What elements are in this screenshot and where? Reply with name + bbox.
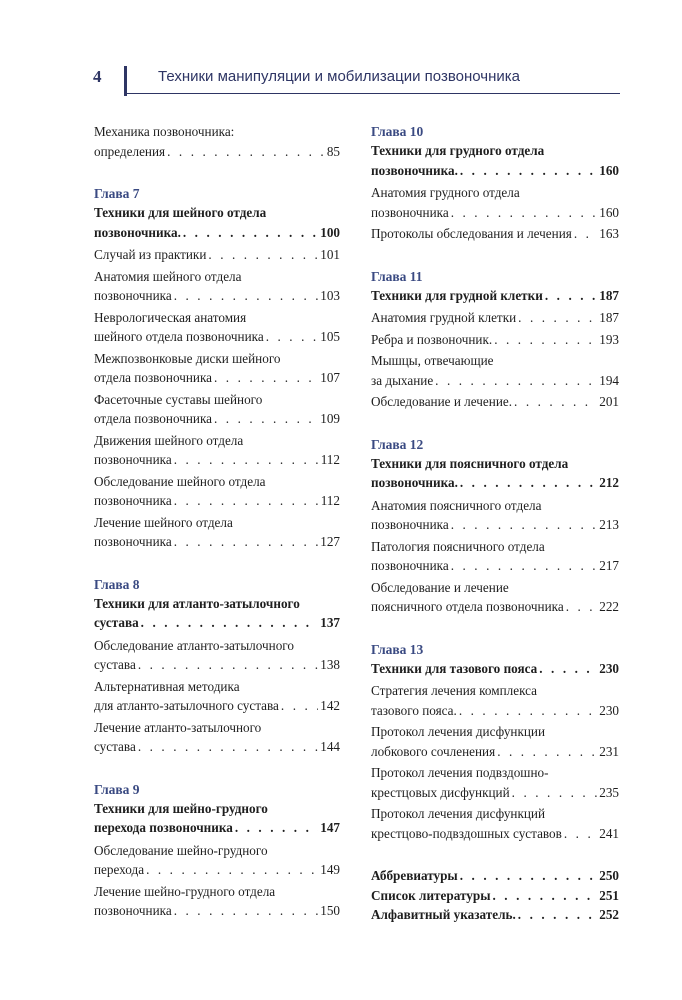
toc-left-column: [94, 122, 340, 944]
dot-leader: [451, 203, 598, 223]
entry-last-line: [94, 368, 340, 388]
entry-text: позвоночника: [94, 903, 172, 918]
header-accent-bar: [124, 66, 127, 96]
entry-last-line: [94, 450, 340, 470]
entry-text: Случай из практики: [94, 247, 207, 262]
page-ref: 235: [599, 784, 619, 800]
entry-last-line: [94, 327, 340, 347]
page-ref: 222: [599, 599, 619, 614]
entry-text: позвоночника.: [94, 224, 181, 240]
entry-text-line: Протокол лечения дисфункций: [371, 806, 546, 821]
entry-last-line: [94, 245, 340, 265]
entry-text: сустава: [94, 657, 136, 672]
page-ref: 138: [320, 657, 340, 672]
chapter-section: [371, 640, 619, 844]
toc-entry[interactable]: [371, 330, 619, 350]
toc-entry[interactable]: [94, 122, 340, 161]
entry-text: Техники для тазового пояса: [371, 660, 538, 676]
entry-text: позвоночника: [94, 534, 172, 549]
page-ref: 251: [599, 887, 619, 903]
entry-last-line: [94, 223, 340, 243]
backmatter-entry[interactable]: [371, 886, 619, 906]
chapter-section: [371, 435, 619, 617]
entry-text-line: Межпозвонковые диски шейного: [94, 350, 281, 366]
dot-leader: [214, 368, 318, 388]
entry-text: Аббревиатуры: [371, 868, 458, 883]
entry-text-line: Обследование и лечение: [371, 579, 509, 595]
entry-last-line: [94, 286, 340, 306]
entry-text: позвоночника: [94, 288, 172, 303]
toc-entry[interactable]: [371, 537, 619, 576]
entry-text: Протоколы обследования и лечения: [371, 226, 572, 241]
chapter-title-entry[interactable]: [371, 141, 619, 180]
entry-last-line: [94, 491, 340, 511]
dot-leader: [518, 905, 597, 925]
dot-leader: [208, 245, 318, 265]
page-ref: 100: [320, 224, 340, 240]
entry-last-line: [371, 556, 619, 576]
toc-entry[interactable]: [94, 390, 340, 429]
page-ref: 147: [320, 820, 340, 835]
page-ref: 112: [320, 452, 340, 467]
entry-text: отдела позвоночника: [94, 411, 213, 426]
toc-entry[interactable]: [371, 351, 619, 390]
page-ref: 230: [599, 702, 619, 718]
entry-text-line: Патология поясничного отдела: [371, 538, 545, 554]
entry-last-line: [371, 783, 619, 803]
entry-text: позвоночника: [371, 517, 449, 532]
entry-text: крестцовых дисфункций: [371, 784, 510, 800]
toc-entry[interactable]: [94, 677, 340, 716]
entry-text-line: Фасеточные суставы шейного: [94, 391, 263, 407]
entry-text: тазового пояса.: [371, 702, 457, 718]
entry-text: позвоночника: [371, 558, 449, 573]
toc-entry[interactable]: [371, 224, 619, 244]
toc-entry[interactable]: [94, 431, 340, 470]
page-ref: 137: [320, 615, 340, 630]
chapter-label: Глава 13: [371, 641, 424, 657]
lead-section: [94, 122, 340, 161]
chapter-label: Глава 9: [94, 781, 140, 797]
entry-text-line: Техники для шейного отдела: [94, 205, 267, 220]
entry-last-line: [94, 818, 340, 838]
entry-last-line: [94, 901, 340, 921]
toc-entry[interactable]: [94, 718, 340, 757]
entry-last-line: [94, 737, 340, 757]
entry-text: отдела позвоночника: [94, 370, 213, 385]
entry-text-line: Техники для грудного отдела: [371, 143, 545, 158]
chapter-title-entry[interactable]: [371, 659, 619, 679]
entry-last-line: [371, 286, 619, 306]
entry-text: за дыхание: [371, 372, 434, 388]
page-ref: 201: [599, 394, 619, 409]
dot-leader: [281, 696, 318, 716]
entry-text: Алфавитный указатель.: [371, 907, 516, 922]
chapter-label: Глава 10: [371, 124, 424, 139]
entry-text: позвоночника: [371, 204, 449, 220]
dot-leader: [174, 286, 319, 306]
entry-text-line: Лечение атланто-затылочного: [94, 719, 262, 735]
toc-entry[interactable]: [371, 578, 619, 617]
backmatter-entry[interactable]: [371, 866, 619, 886]
dot-leader: [460, 473, 597, 493]
toc-entry[interactable]: [94, 882, 340, 921]
chapter-title-entry[interactable]: [371, 286, 619, 306]
entry-last-line: [371, 330, 619, 350]
dot-leader: [174, 532, 319, 552]
page-ref: 112: [320, 493, 340, 508]
entry-text-line: Неврологическая анатомия: [94, 309, 247, 325]
page-ref: 142: [320, 698, 340, 713]
entry-last-line: [371, 308, 619, 328]
toc-entry[interactable]: [94, 841, 340, 880]
entry-last-line: [94, 532, 340, 552]
entry-text-line: Техники для шейно-грудного: [94, 800, 268, 816]
entry-last-line: [371, 371, 619, 391]
entry-last-line: [371, 597, 619, 617]
entry-text: сустава: [94, 739, 136, 754]
entry-text-line: Мышцы, отвечающие: [371, 353, 494, 368]
entry-text: сустава: [94, 615, 139, 630]
chapter-title-entry[interactable]: [94, 203, 340, 242]
dot-leader: [514, 392, 597, 412]
page-ref: 187: [599, 287, 619, 303]
toc-entry[interactable]: [371, 183, 619, 222]
page-ref: 101: [320, 247, 340, 262]
toc-entry[interactable]: [371, 496, 619, 535]
entry-text-line: Обследование шейного отдела: [94, 473, 266, 489]
dot-leader: [460, 161, 597, 181]
dot-leader: [494, 330, 597, 350]
toc-entry[interactable]: [94, 636, 340, 675]
chapter-label: Глава 11: [371, 268, 423, 284]
page-ref: 217: [599, 558, 619, 573]
dot-leader: [512, 783, 598, 803]
entry-text: шейного отдела позвоночника: [94, 329, 264, 344]
entry-text: позвоночника.: [371, 475, 458, 490]
entry-text: позвоночника: [94, 452, 172, 467]
entry-last-line: [371, 824, 619, 844]
page-ref: 187: [599, 310, 619, 325]
backmatter-entry[interactable]: [371, 905, 619, 925]
toc-entry[interactable]: [94, 245, 340, 265]
entry-last-line: [371, 161, 619, 181]
entry-text: перехода: [94, 862, 145, 877]
entry-text-line: Альтернативная методика: [94, 678, 240, 694]
page-ref: 160: [599, 162, 619, 178]
entry-text: позвоночника.: [371, 162, 458, 178]
chapter-label: Глава 8: [94, 576, 140, 592]
entry-text: позвоночника: [94, 493, 172, 508]
dot-leader: [138, 737, 318, 757]
chapter-title-entry[interactable]: [94, 594, 340, 633]
dot-leader: [518, 308, 597, 328]
dot-leader: [460, 866, 597, 886]
toc-entry[interactable]: [94, 513, 340, 552]
dot-leader: [174, 450, 319, 470]
chapter-title-entry[interactable]: [371, 454, 619, 493]
toc-entry[interactable]: [371, 763, 619, 802]
dot-leader: [459, 701, 597, 721]
dot-leader: [146, 860, 318, 880]
page-ref: 144: [320, 739, 340, 754]
entry-last-line: [94, 142, 340, 162]
dot-leader: [214, 409, 318, 429]
page-ref: 109: [320, 411, 340, 426]
dot-leader: [566, 597, 598, 617]
entry-text-line: Лечение шейного отдела: [94, 514, 233, 530]
entry-last-line: [371, 742, 619, 762]
toc-entry[interactable]: [94, 267, 340, 306]
entry-last-line: [94, 860, 340, 880]
dot-leader: [497, 742, 597, 762]
entry-last-line: [94, 613, 340, 633]
toc-entry[interactable]: [371, 804, 619, 843]
entry-text-line: Анатомия поясничного отдела: [371, 497, 542, 513]
toc-entry[interactable]: [94, 472, 340, 511]
page-ref: 241: [599, 825, 619, 841]
backmatter-section: [371, 866, 619, 925]
chapter-title-entry[interactable]: [94, 799, 340, 838]
chapter-label: Глава 12: [371, 436, 424, 452]
entry-last-line: [371, 203, 619, 223]
page-ref: 150: [320, 903, 340, 918]
entry-text: для атланто-затылочного сустава: [94, 698, 279, 713]
entry-text-line: Анатомия шейного отдела: [94, 268, 242, 284]
dot-leader: [545, 286, 597, 306]
page-ref: 213: [599, 517, 619, 532]
page-ref: 127: [320, 534, 340, 549]
page-ref: 163: [599, 226, 619, 241]
page-ref: 107: [320, 370, 340, 385]
entry-text-line: Обследование атланто-затылочного: [94, 637, 294, 653]
dot-leader: [235, 818, 318, 838]
dot-leader: [493, 886, 598, 906]
chapter-section: [94, 184, 340, 552]
header-rule: [124, 93, 620, 94]
page-ref: 250: [599, 868, 619, 883]
page-ref: 103: [320, 288, 340, 303]
page-ref: 160: [599, 204, 619, 220]
entry-last-line: [371, 473, 619, 493]
entry-text: поясничного отдела позвоночника: [371, 599, 564, 614]
entry-last-line: [94, 409, 340, 429]
entry-last-line: [371, 866, 619, 886]
entry-last-line: [371, 701, 619, 721]
toc-entry[interactable]: [371, 392, 619, 412]
toc-entry[interactable]: [371, 722, 619, 761]
entry-text-line: Техники для атланто-затылочного: [94, 595, 300, 611]
page-ref: 230: [599, 660, 619, 676]
toc-entry[interactable]: [94, 349, 340, 388]
page-ref: 105: [320, 329, 340, 344]
page-number: 4: [93, 67, 102, 86]
chapter-section: [371, 122, 619, 244]
page-ref: 212: [599, 475, 619, 490]
dot-leader: [539, 659, 597, 679]
page-ref: 85: [326, 143, 340, 159]
toc-entry[interactable]: [371, 308, 619, 328]
chapter-section: [94, 780, 340, 921]
dot-leader: [451, 556, 598, 576]
dot-leader: [435, 371, 597, 391]
entry-text: Обследование и лечение.: [371, 394, 513, 409]
entry-text: лобкового сочленения: [371, 743, 496, 759]
dot-leader: [141, 613, 319, 633]
entry-text-line: Анатомия грудного отдела: [371, 185, 520, 200]
entry-text-line: Движения шейного отдела: [94, 432, 244, 448]
entry-text: крестцово-подвздошных суставов: [371, 825, 562, 841]
page-ref: 231: [599, 743, 619, 759]
page-header: [0, 0, 682, 100]
entry-last-line: [94, 655, 340, 675]
dot-leader: [183, 223, 318, 243]
dot-leader: [138, 655, 318, 675]
entry-last-line: [371, 515, 619, 535]
entry-text-line: Техники для поясничного отдела: [371, 455, 569, 471]
chapter-section: [371, 267, 619, 412]
entry-text: перехода позвоночника: [94, 820, 233, 835]
entry-last-line: [371, 886, 619, 906]
entry-last-line: [371, 392, 619, 412]
page-ref: 194: [599, 372, 619, 388]
entry-text: определения: [94, 143, 166, 159]
toc-right-column: [371, 122, 619, 925]
dot-leader: [174, 901, 319, 921]
entry-text-line: Протокол лечения дисфункции: [371, 724, 546, 739]
dot-leader: [266, 327, 319, 347]
dot-leader: [451, 515, 598, 535]
entry-text: Список литературы: [371, 887, 491, 903]
dot-leader: [167, 142, 325, 162]
page-ref: 149: [320, 862, 340, 877]
entry-text-line: Обследование шейно-грудного: [94, 842, 268, 858]
entry-last-line: [371, 905, 619, 925]
entry-text-line: Протокол лечения подвздошно-: [371, 765, 549, 780]
dot-leader: [564, 824, 597, 844]
running-title: Техники манипуляции и мобилизации позвоночника: [158, 68, 520, 85]
entry-text-line: Лечение шейно-грудного отдела: [94, 883, 276, 899]
entry-text: Техники для грудной клетки: [371, 287, 543, 303]
dot-leader: [174, 491, 319, 511]
toc-entry[interactable]: [371, 681, 619, 720]
toc-entry[interactable]: [94, 308, 340, 347]
entry-last-line: [371, 224, 619, 244]
dot-leader: [574, 224, 597, 244]
chapter-label: Глава 7: [94, 186, 140, 201]
entry-text: Анатомия грудной клетки: [371, 310, 517, 325]
entry-text-line: Стратегия лечения комплекса: [371, 683, 538, 698]
page-ref: 193: [599, 331, 619, 347]
entry-text: Ребра и позвоночник.: [371, 331, 493, 347]
entry-last-line: [94, 696, 340, 716]
entry-last-line: [371, 659, 619, 679]
chapter-section: [94, 575, 340, 757]
page-ref: 252: [599, 907, 619, 922]
entry-text-line: Механика позвоночника:: [94, 124, 235, 139]
